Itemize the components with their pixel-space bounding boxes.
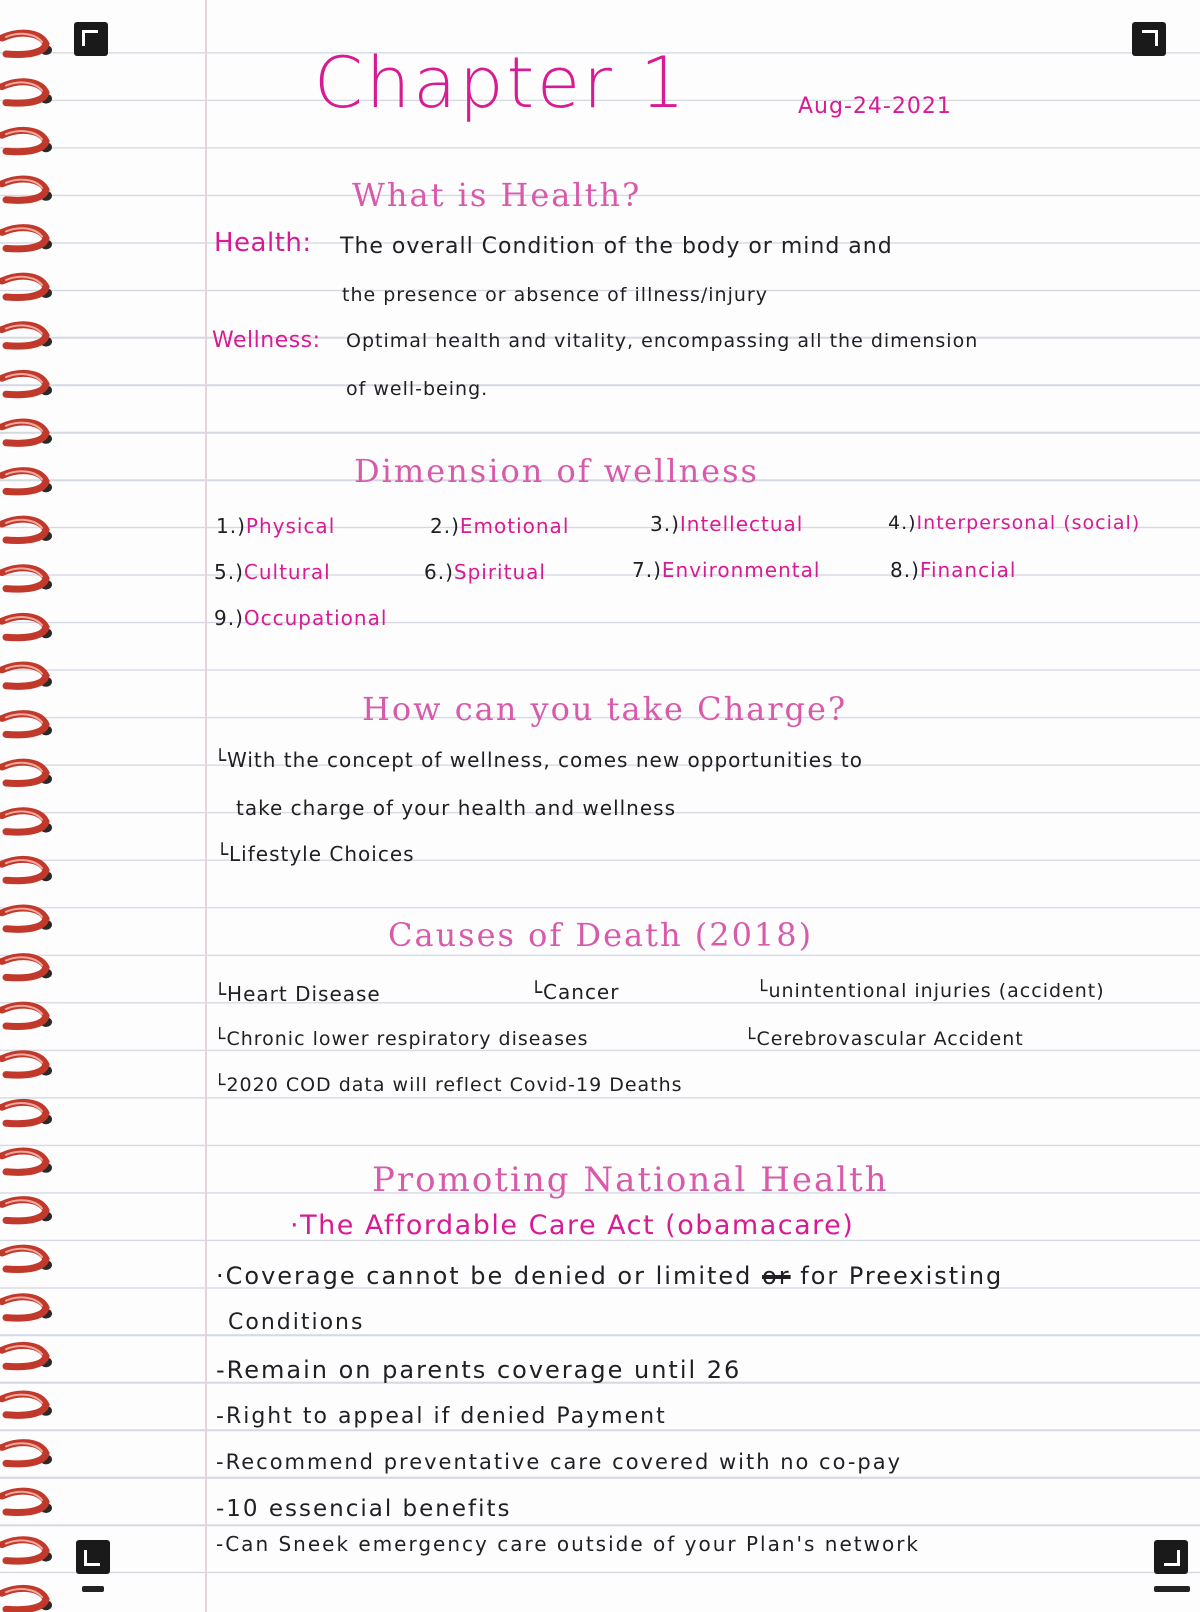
spiral-coil [2, 1297, 52, 1319]
wellness-definition-line-2: of well-being. [346, 378, 489, 400]
dimension-item [650, 512, 803, 536]
aca-bullet-emergency-care: -Can Sneek emergency care outside of your Plan's network [216, 1532, 921, 1556]
struck-word: or [762, 1262, 791, 1290]
term-health: Health: [214, 228, 312, 258]
dimension-number: 2.) [430, 514, 460, 538]
spiral-coil [2, 1394, 52, 1416]
dimension-item [214, 560, 331, 584]
dimension-number: 5.) [214, 560, 244, 584]
cause-unintentional-injuries: └unintentional injuries (accident) [756, 980, 1105, 1002]
spiral-coil [2, 1151, 52, 1173]
spiral-coil [2, 908, 52, 930]
dimension-label: Emotional [459, 514, 570, 538]
dimension-item [424, 560, 546, 584]
heading-causes-of-death: Causes of Death (2018) [388, 916, 814, 954]
margin-line [205, 0, 207, 1612]
aca-bullet-essential-benefits: -10 essencial benefits [216, 1496, 512, 1522]
corner-marker-top-left [74, 22, 108, 56]
cause-cancer: └Cancer [530, 980, 620, 1004]
dimension-label: Environmental [661, 558, 821, 582]
spiral-coil [2, 1443, 52, 1465]
dimension-number: 8.) [890, 558, 920, 582]
wellness-definition-line-1: Optimal health and vitality, encompassing all the dimension [346, 330, 979, 352]
take-charge-line-1: └With the concept of wellness, comes new opportunities to [214, 748, 863, 772]
spiral-coil [2, 276, 52, 298]
spiral-coil [2, 1248, 52, 1270]
page-mark-bottom-left [82, 1586, 104, 1592]
spiral-coil [2, 1102, 52, 1124]
dimension-label: Spiritual [453, 560, 546, 584]
corner-marker-top-right [1132, 22, 1166, 56]
dimension-item [214, 606, 387, 630]
dimension-number: 1.) [216, 514, 246, 538]
aca-bullet-parents-coverage: -Remain on parents coverage until 26 [216, 1356, 742, 1384]
spiral-coil [2, 665, 52, 687]
spiral-coil [2, 859, 52, 881]
page-date: Aug-24-2021 [798, 94, 952, 119]
dimension-item [216, 514, 335, 538]
cause-chronic-lower-respiratory: └Chronic lower respiratory diseases [214, 1028, 589, 1050]
take-charge-line-3: └Lifestyle Choices [216, 842, 415, 866]
spiral-coil [2, 82, 52, 104]
spiral-binding [0, 0, 58, 1612]
dimension-label: Financial [919, 558, 1017, 582]
dimension-item [632, 558, 820, 582]
dimension-number: 9.) [214, 606, 244, 630]
spiral-coil [2, 1200, 52, 1222]
aca-bullet-coverage-text-end: for Preexisting [800, 1262, 1004, 1290]
aca-bullet-coverage-cont: Conditions [228, 1310, 365, 1335]
spiral-coil [2, 1588, 52, 1610]
spiral-coil [2, 33, 52, 55]
corner-marker-bottom-right [1154, 1540, 1188, 1574]
spiral-coil [2, 1540, 52, 1562]
dimension-number: 3.) [650, 512, 680, 536]
dimension-number: 6.) [424, 560, 454, 584]
heading-what-is-health: What is Health? [352, 176, 642, 214]
dimension-label: Cultural [243, 560, 331, 584]
cause-heart-disease: └Heart Disease [214, 982, 381, 1006]
spiral-coil [2, 1491, 52, 1513]
spiral-coil [2, 228, 52, 250]
aca-bullet-appeal: -Right to appeal if denied Payment [216, 1404, 667, 1429]
dimension-label: Intellectual [679, 512, 804, 536]
page-title: Chapter 1 [314, 42, 688, 124]
heading-dimension-of-wellness: Dimension of wellness [354, 452, 759, 490]
spiral-coil [2, 422, 52, 444]
take-charge-line-2: take charge of your health and wellness [236, 796, 676, 820]
dimension-number: 7.) [632, 558, 662, 582]
dimension-item [430, 514, 569, 538]
spiral-coil [2, 762, 52, 784]
dimension-item [890, 558, 1016, 582]
spiral-coil [2, 519, 52, 541]
spiral-coil [2, 179, 52, 201]
dimension-label: Physical [245, 514, 336, 538]
affordable-care-act: ·The Affordable Care Act (obamacare) [290, 1210, 855, 1241]
spiral-coil [2, 471, 52, 493]
dimension-label: Interpersonal (social) [916, 512, 1141, 534]
health-definition-line-1: The overall Condition of the body or mind and [340, 234, 893, 259]
dimension-number: 4.) [888, 512, 917, 534]
spiral-coil [2, 811, 52, 833]
spiral-coil [2, 957, 52, 979]
aca-bullet-preventative-care: -Recommend preventative care covered with no co-pay [216, 1450, 903, 1474]
page-mark-bottom-right [1154, 1586, 1190, 1592]
heading-take-charge: How can you take Charge? [362, 690, 848, 728]
dimension-label: Occupational [243, 606, 388, 630]
spiral-coil [2, 1345, 52, 1367]
aca-bullet-coverage [216, 1262, 1003, 1290]
health-definition-line-2: the presence or absence of illness/injury [342, 284, 768, 306]
spiral-coil [2, 616, 52, 638]
spiral-coil [2, 325, 52, 347]
cause-cerebrovascular-accident: └Cerebrovascular Accident [744, 1028, 1024, 1050]
cause-covid-note: └2020 COD data will reflect Covid-19 Deaths [214, 1074, 683, 1096]
spiral-coil [2, 130, 52, 152]
dimension-item [888, 512, 1140, 534]
corner-marker-bottom-left [76, 1540, 110, 1574]
spiral-coil [2, 568, 52, 590]
spiral-coil [2, 1054, 52, 1076]
aca-bullet-coverage-text: ·Coverage cannot be denied or limited [216, 1262, 753, 1290]
heading-promoting-national-health: Promoting National Health [372, 1160, 889, 1200]
spiral-coil [2, 373, 52, 395]
term-wellness: Wellness: [212, 328, 321, 353]
spiral-coil [2, 1005, 52, 1027]
spiral-coil [2, 714, 52, 736]
